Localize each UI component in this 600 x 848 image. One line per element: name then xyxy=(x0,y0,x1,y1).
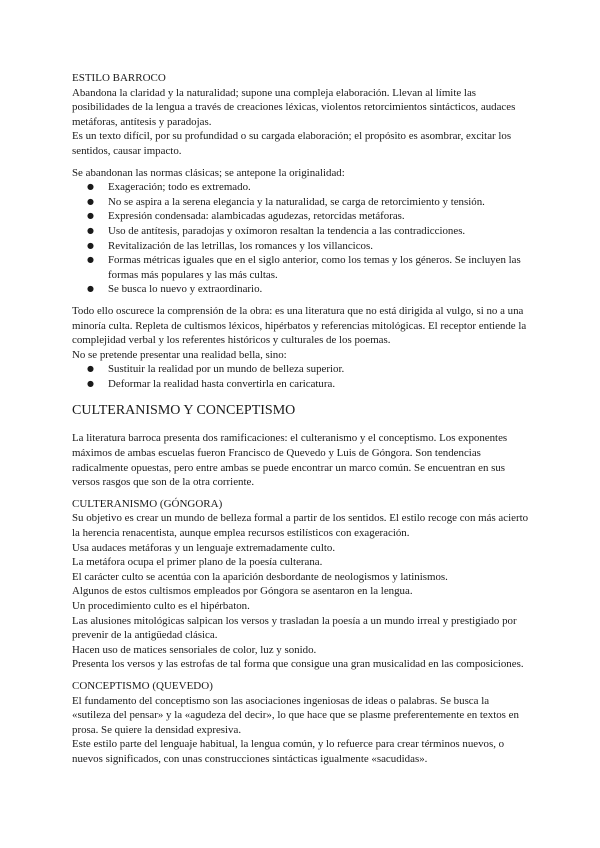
list-item: ● Deformar la realidad hasta convertirla en caricatura. xyxy=(108,377,530,392)
paragraph: Las alusiones mitológicas salpican los versos y trasladan la poesía a un mundo irreal y prestigiado por prevenir de la antigüedad clásica. xyxy=(72,614,517,642)
bullet-list-realidad xyxy=(72,362,530,391)
document-page xyxy=(72,71,530,767)
list-item: ● Revitalización de las letrillas, los romances y los villancicos. xyxy=(108,239,530,254)
paragraph: Un procedimiento culto es el hipérbaton. xyxy=(72,600,250,612)
paragraph: El carácter culto se acentúa con la aparición desbordante de neologismos y latinismos. xyxy=(72,570,448,583)
list-item: ● No se aspira a la serena elegancia y la naturalidad, se carga de retorcimiento y tensión. xyxy=(108,195,530,210)
section-conceptismo xyxy=(72,679,530,767)
bullet-list-originalidad xyxy=(72,180,530,297)
section-estilo-barroco xyxy=(72,71,530,391)
paragraph: Su objetivo es crear un mundo de belleza formal a partir de los sentidos. El estilo recoge con más acierto la herencia renacentista, aunque emplea recursos estilísticos con exageración. xyxy=(72,512,529,540)
paragraph: Este estilo parte del lenguaje habitual, la lengua común, y lo refuerce para crear términos nuevos, o nuevos significados, con unas construcciones sintácticas igualmente «sacudidas». xyxy=(72,738,505,765)
paragraph: Usa audaces metáforas y un lenguaje extremadamente culto. xyxy=(72,541,336,554)
paragraph: Todo ello oscurece la comprensión de la obra: es una literatura que no está dirigida al vulgo, si no a una minoría culta. Repleta de cultismos léxicos, hipérbatos y referencias mitológicas. El receptor entiende la complejidad verbal y los referentes históricos y culturales de los poemas. xyxy=(72,304,527,347)
paragraph: Es un texto difícil, por su profundidad o su cargada elaboración; el propósito es asombrar, excitar los sentidos, causar impacto. xyxy=(72,130,512,157)
paragraph: Algunos de estos cultismos empleados por Góngora se asentaron en la lengua. xyxy=(72,585,413,598)
section-title-culteranismo: CULTERANISMO (GÓNGORA) xyxy=(72,497,223,510)
list-item: ● Formas métricas iguales que en el siglo anterior, como los temas y los géneros. Se incluyen las formas más populares y las más cultas. xyxy=(108,253,530,282)
section-culteranismo xyxy=(72,497,530,672)
list-item: ● Expresión condensada: alambicadas agudezas, retorcidas metáforas. xyxy=(108,209,530,224)
section-title-barroco: ESTILO BARROCO xyxy=(72,72,166,84)
paragraph: Abandona la claridad y la naturalidad; supone una compleja elaboración. Llevan al límite las posibilidades de la lengua a través de creaciones léxicas, violentos retorcimientos sintácticos, audaces metáforas, antítesis y paradojas. xyxy=(72,86,516,128)
list-item: ● Se busca lo nuevo y extraordinario. xyxy=(108,282,530,297)
section-culteranismo-conceptismo xyxy=(72,402,530,489)
paragraph: No se pretende presentar una realidad bella, sino: xyxy=(72,348,287,361)
section-title-conceptismo: CONCEPTISMO (QUEVEDO) xyxy=(72,679,213,692)
paragraph: Hacen uso de matices sensoriales de color, luz y sonido. xyxy=(72,643,317,656)
paragraph: Se abandonan las normas clásicas; se antepone la originalidad: xyxy=(72,166,345,179)
list-item: ● Uso de antítesis, paradojas y oxímoron resaltan la tendencia a las contradicciones. xyxy=(108,224,530,239)
paragraph: Presenta los versos y las estrofas de tal forma que consigue una gran musicalidad en las composiciones. xyxy=(72,658,524,671)
paragraph: El fundamento del conceptismo son las asociaciones ingeniosas de ideas o palabras. Se busca la «sutileza del pensar» y la «agudeza del decir», lo que hace que se plasme preferentemente en textos en prosa. Se quiere la densidad expresiva. xyxy=(72,694,519,736)
list-item: ● Exageración; todo es extremado. xyxy=(108,180,530,195)
list-item: ● Sustituir la realidad por un mundo de belleza superior. xyxy=(108,362,530,377)
paragraph: La literatura barroca presenta dos ramificaciones: el culteranismo y el conceptismo. Los exponentes máximos de ambas escuelas fueron Francisco de Quevedo y Luis de Góngora. Son tendencias radicalmente opuestas, pero entre ambas se puede encontrar un marco común. Se encuentran en sus versos rasgos que son de la otra corriente. xyxy=(72,432,508,489)
paragraph: La metáfora ocupa el primer plano de la poesía culterana. xyxy=(72,556,323,569)
section-title-culteranismo-conceptismo: CULTERANISMO Y CONCEPTISMO xyxy=(72,403,296,419)
